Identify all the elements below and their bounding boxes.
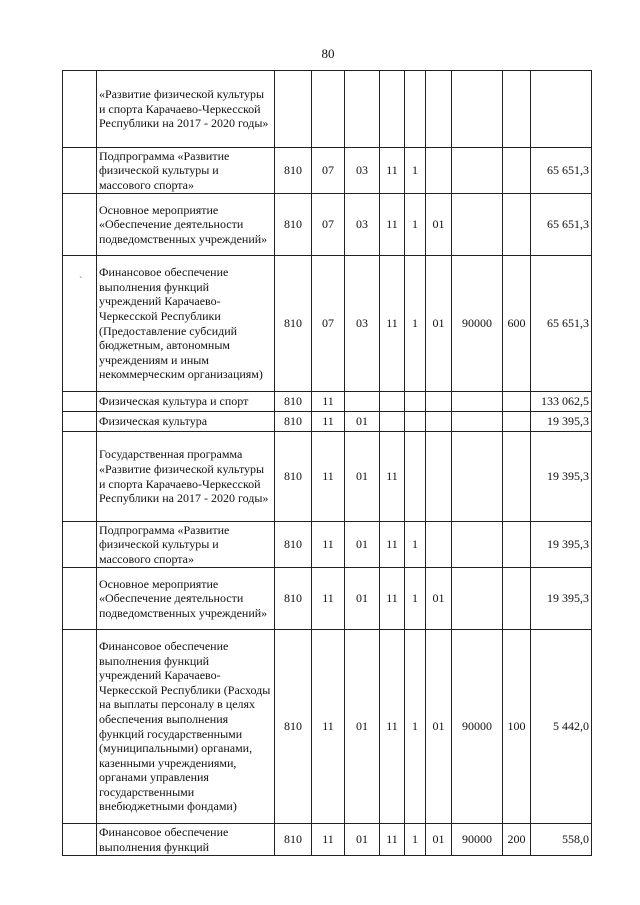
subprogram-code: 1	[405, 256, 426, 392]
row-marker-cell	[63, 824, 97, 856]
amount: 19 395,3	[531, 412, 592, 432]
subsection-code	[345, 392, 380, 412]
expense-type-code	[503, 71, 531, 148]
amount	[531, 71, 592, 148]
program-code: 11	[380, 824, 405, 856]
expense-type-code: 600	[503, 256, 531, 392]
row-marker-cell	[63, 256, 97, 392]
ministry-code: 810	[275, 824, 312, 856]
subsection-code: 01	[345, 568, 380, 630]
ministry-code: 810	[275, 432, 312, 522]
amount: 19 395,3	[531, 432, 592, 522]
ministry-code: 810	[275, 392, 312, 412]
program-code: 11	[380, 194, 405, 256]
subsection-code: 03	[345, 148, 380, 194]
main-event-code	[426, 432, 452, 522]
subprogram-code: 1	[405, 522, 426, 568]
table-row	[63, 522, 592, 568]
margin-mark: `	[79, 276, 83, 287]
section-code: 11	[312, 522, 345, 568]
row-name: Финансовое обеспечение выполнения функций учреждений Карачаево-Черкесской Республики (Расходы на выплаты персоналу в целях обеспечения выполнения функций государственными (муниципальными) органами, казенными учреждениями, органами управления государственными внебюджетными фондами)	[97, 630, 275, 824]
table-row	[63, 392, 592, 412]
row-marker-cell	[63, 630, 97, 824]
subprogram-code	[405, 412, 426, 432]
direction-code	[452, 522, 503, 568]
subprogram-code: 1	[405, 148, 426, 194]
row-name: Физическая культура и спорт	[97, 392, 275, 412]
subprogram-code: 1	[405, 824, 426, 856]
subprogram-code	[405, 432, 426, 522]
amount: 65 651,3	[531, 194, 592, 256]
subsection-code: 01	[345, 630, 380, 824]
section-code: 11	[312, 432, 345, 522]
direction-code	[452, 148, 503, 194]
row-name: Основное мероприятие «Обеспечение деятельности подведомственных учреждений»	[97, 194, 275, 256]
main-event-code	[426, 522, 452, 568]
program-code	[380, 412, 405, 432]
direction-code: 90000	[452, 824, 503, 856]
row-marker-cell	[63, 568, 97, 630]
table-row	[63, 148, 592, 194]
direction-code	[452, 568, 503, 630]
subprogram-code	[405, 71, 426, 148]
main-event-code: 01	[426, 824, 452, 856]
row-marker-cell	[63, 71, 97, 148]
direction-code	[452, 194, 503, 256]
subprogram-code	[405, 392, 426, 412]
expense-type-code	[503, 412, 531, 432]
table-row	[63, 432, 592, 522]
section-code: 07	[312, 148, 345, 194]
ministry-code: 810	[275, 256, 312, 392]
row-name: «Развитие физической культуры и спорта Карачаево-Черкесской Республики на 2017 - 2020 годы»	[97, 71, 275, 148]
ministry-code: 810	[275, 148, 312, 194]
amount: 558,0	[531, 824, 592, 856]
subsection-code: 03	[345, 194, 380, 256]
section-code: 11	[312, 568, 345, 630]
subsection-code: 01	[345, 824, 380, 856]
table-row	[63, 194, 592, 256]
table-row	[63, 412, 592, 432]
row-marker-cell	[63, 392, 97, 412]
subprogram-code: 1	[405, 194, 426, 256]
main-event-code: 01	[426, 256, 452, 392]
main-event-code	[426, 412, 452, 432]
subsection-code	[345, 71, 380, 148]
subsection-code: 01	[345, 432, 380, 522]
program-code: 11	[380, 256, 405, 392]
amount: 65 651,3	[531, 256, 592, 392]
expense-type-code: 100	[503, 630, 531, 824]
table-row	[63, 568, 592, 630]
table-row	[63, 256, 592, 392]
subprogram-code: 1	[405, 568, 426, 630]
row-marker-cell	[63, 412, 97, 432]
amount: 5 442,0	[531, 630, 592, 824]
subsection-code: 03	[345, 256, 380, 392]
direction-code	[452, 412, 503, 432]
direction-code: 90000	[452, 630, 503, 824]
program-code: 11	[380, 432, 405, 522]
budget-table	[62, 70, 592, 856]
expense-type-code	[503, 392, 531, 412]
amount: 19 395,3	[531, 522, 592, 568]
direction-code	[452, 392, 503, 412]
row-marker-cell	[63, 148, 97, 194]
row-name: Финансовое обеспечение выполнения функций учреждений Карачаево-Черкесской Республики (Предоставление субсидий бюджетным, автономным учреждениям и иным некоммерческим организациям)	[97, 256, 275, 392]
expense-type-code	[503, 522, 531, 568]
section-code	[312, 71, 345, 148]
main-event-code	[426, 71, 452, 148]
subsection-code: 01	[345, 522, 380, 568]
subprogram-code: 1	[405, 630, 426, 824]
table-row	[63, 630, 592, 824]
row-name: Подпрограмма «Развитие физической культуры и массового спорта»	[97, 522, 275, 568]
ministry-code: 810	[275, 630, 312, 824]
main-event-code	[426, 148, 452, 194]
row-name: Государственная программа «Развитие физической культуры и спорта Карачаево-Черкесской Республики на 2017 - 2020 годы»	[97, 432, 275, 522]
ministry-code: 810	[275, 568, 312, 630]
table-row	[63, 824, 592, 856]
expense-type-code: 200	[503, 824, 531, 856]
expense-type-code	[503, 568, 531, 630]
section-code: 07	[312, 194, 345, 256]
row-marker-cell	[63, 432, 97, 522]
row-name: Основное мероприятие «Обеспечение деятельности подведомственных учреждений»	[97, 568, 275, 630]
amount: 19 395,3	[531, 568, 592, 630]
program-code	[380, 392, 405, 412]
section-code: 11	[312, 412, 345, 432]
amount: 65 651,3	[531, 148, 592, 194]
main-event-code: 01	[426, 194, 452, 256]
main-event-code: 01	[426, 630, 452, 824]
row-name: Финансовое обеспечение выполнения функций	[97, 824, 275, 856]
section-code: 07	[312, 256, 345, 392]
expense-type-code	[503, 194, 531, 256]
row-name: Физическая культура	[97, 412, 275, 432]
page-number: 80	[321, 46, 335, 61]
direction-code	[452, 432, 503, 522]
row-marker-cell	[63, 522, 97, 568]
program-code: 11	[380, 630, 405, 824]
program-code	[380, 71, 405, 148]
program-code: 11	[380, 522, 405, 568]
section-code: 11	[312, 824, 345, 856]
ministry-code: 810	[275, 194, 312, 256]
main-event-code	[426, 392, 452, 412]
main-event-code: 01	[426, 568, 452, 630]
ministry-code: 810	[275, 412, 312, 432]
expense-type-code	[503, 148, 531, 194]
section-code: 11	[312, 392, 345, 412]
direction-code	[452, 71, 503, 148]
program-code: 11	[380, 568, 405, 630]
ministry-code	[275, 71, 312, 148]
amount: 133 062,5	[531, 392, 592, 412]
program-code: 11	[380, 148, 405, 194]
row-name: Подпрограмма «Развитие физической культуры и массового спорта»	[97, 148, 275, 194]
section-code: 11	[312, 630, 345, 824]
table-row	[63, 71, 592, 148]
direction-code: 90000	[452, 256, 503, 392]
expense-type-code	[503, 432, 531, 522]
row-marker-cell	[63, 194, 97, 256]
ministry-code: 810	[275, 522, 312, 568]
subsection-code: 01	[345, 412, 380, 432]
